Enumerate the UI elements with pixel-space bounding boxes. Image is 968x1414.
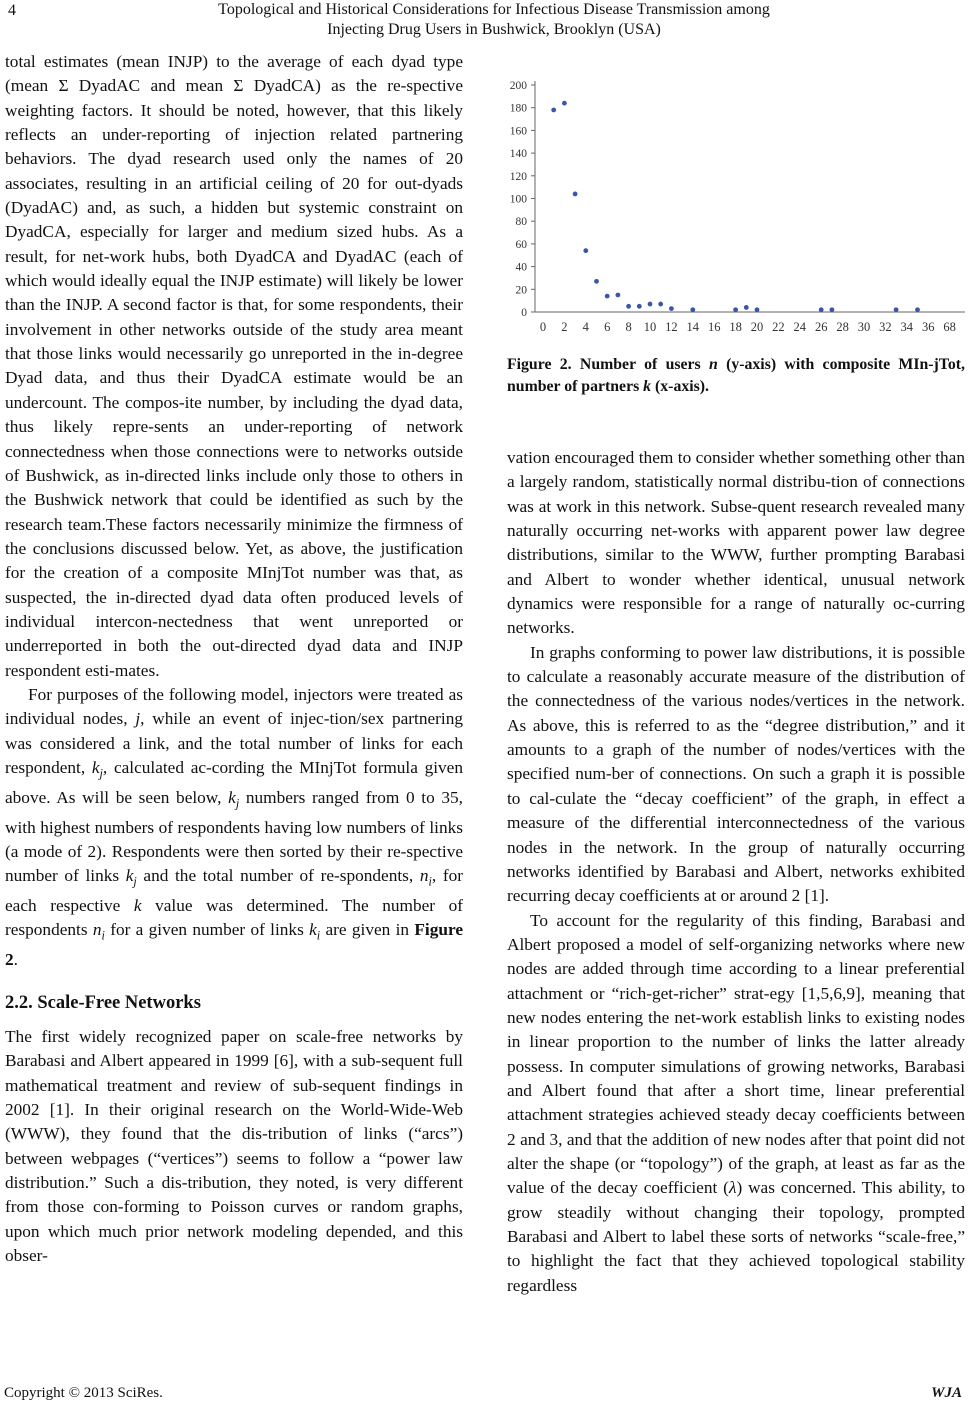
data-point — [551, 108, 556, 113]
x-tick-label: 30 — [857, 320, 871, 334]
y-tick-label: 80 — [515, 216, 527, 229]
data-point — [626, 304, 631, 309]
x-tick-label: 4 — [582, 320, 589, 334]
x-tick-label: 68 — [943, 320, 956, 334]
data-point — [733, 307, 738, 312]
data-point — [819, 307, 824, 312]
x-tick-label: 16 — [707, 320, 721, 334]
x-tick-label: 14 — [686, 320, 700, 334]
x-tick-label: 32 — [879, 320, 892, 334]
figure-caption: Figure 2. Number of users n (y-axis) with composite MIn-jTot, number of partners k (x-axis). — [507, 356, 965, 395]
data-point — [573, 192, 578, 197]
x-tick-label: 6 — [604, 320, 611, 334]
x-tick-label: 20 — [750, 320, 764, 334]
y-tick-label: 60 — [515, 238, 527, 251]
x-tick-label: 26 — [814, 320, 828, 334]
y-axis — [510, 80, 535, 319]
right-paragraph-3: To account for the regularity of this finding, Barabasi and Albert proposed a model of self-organizing networks where new nodes are added through time according to a linear preferential attachment or “rich-get-richer” strat-egy [1,5,6,9], meaning that new nodes entering the net-work establish links to existing nodes in linear proportion to the number of links the latter already possess. In computer simulations of growing networks, Barabasi and Albert found that after a short time, linear preferential attachment strategies achieved steady decay coefficients between 2 and 3, and that the addition of new nodes after that point did not alter the shape (or “topology”) of the graph, at least as far as the value of the decay coefficient (λ) was concerned. This ability, to grow steadily without changing their topology, prompted Barabasi and Albert to label these sorts of networks “scale-free,” to highlight the fact that they achieved topological stability regardless — [507, 910, 965, 1295]
left-paragraph-3: The first widely recognized paper on scale-free networks by Barabasi and Albert appeared in 1999 [6], with a sub-sequent full mathematical treatment and review of sub-sequent findings in 2002 [1]. In their original research on the World-Wide-Web (WWW), they found that the dis-tribution of links (“arcs”) between webpages (“vertices”) seems to follow a “power law distribution.” Such a dis-tribution, they noted, is very different from those con-forming to Poisson curves or random graphs, upon which much prior network modeling depended, and this obser- — [5, 1026, 463, 1265]
data-point — [605, 294, 610, 299]
data-point — [830, 307, 835, 312]
right-paragraph-1: vation encouraged them to consider whether something other than a largely random, statistically normal distribu-tion of connections was at work in this network. Subse-quent research revealed many naturally occurring net-works with apparent power law degree distributions, similar to the WWW, further prompting Barabasi and Albert to wonder whether identical, unusual network dynamics were responsible for a range of naturally oc-curring networks. — [507, 448, 965, 638]
left-column — [5, 50, 463, 1268]
footer-copyright: Copyright © 2013 SciRes. — [4, 1385, 163, 1401]
x-axis — [535, 312, 965, 334]
x-tick-label: 0 — [539, 320, 547, 334]
x-tick-label: 18 — [729, 320, 742, 334]
data-point — [658, 302, 663, 307]
x-tick-label: 28 — [836, 320, 849, 334]
x-tick-label: 36 — [921, 320, 935, 334]
y-tick-label: 100 — [509, 193, 527, 206]
y-tick-label: 140 — [509, 148, 527, 161]
x-tick-label: 10 — [643, 320, 657, 334]
left-paragraph-2: For purposes of the following model, injectors were treated as individual nodes, j, while an event of injec-tion/sex partnering was considered a link, and the total number of links for each respondent, $k_j$, calculated ac-cording the MInjTot formula given above. As will be seen below, $k_j$ numbers ranged from 0 to 35, with highest numbers of respondents having low numbers of links (a mode of 2). Respondents were then sorted by their re-spective number of links $k_j$ and the total number of re-spondents, $n_i$, for each respective k value was determined. The number of respondents $n_i$ for a given number of links $k_i$ are given in Figure 2. — [5, 684, 464, 970]
running-title-line2: Injecting Drug Users in Bushwick, Brooklyn (USA) — [327, 21, 661, 38]
data-point — [915, 307, 920, 312]
data-point — [744, 305, 749, 310]
y-tick-label: 200 — [509, 80, 527, 92]
section-heading: 2.2. Scale-Free Networks — [5, 992, 201, 1013]
data-point — [894, 307, 899, 312]
data-points — [551, 101, 920, 312]
right-column — [507, 446, 965, 1298]
y-tick-label: 0 — [521, 307, 527, 319]
page-number: 4 — [8, 2, 16, 19]
left-paragraph-1: total estimates (mean INJP) to the average of each dyad type (mean Σ DyadAC and mean Σ DyadCA) as the re-spective weighting factors. It should be noted, however, that this likely reflects an under-reporting of injection related partnering behaviors. The dyad research used only the names of 20 associates, resulting in an artificial ceiling of 20 for out-dyads (DyadAC) and, as such, a hidden but systemic constraint on DyadCA, especially for larger and medium sized hubs. As a result, for net-work hubs, both DyadCA and DyadAC (each of which would ideally equal the INJP estimate) will likely be lower than the INJP. A second factor is that, for some respondents, their involvement in other networks outside of the study area meant that those links would necessarily go unreported in the in-degree Dyad data, and thus their DyadCA estimate would be an undercount. The compos-ite number, by including the dyad data, thus likely repre-sents an under-reporting of network connectedness when those connections were to networks outside of Bushwick, as in-directed links include only those to others in the Bushwick network that could be identified as such by the research team.These factors necessarily minimize the firmness of the conclusions discussed below. Yet, as above, the justification for the creation of a composite MInjTot number was that, as suspected, the in-directed dyad data often produced levels of individual intercon-nectedness that went unreported or underreported in both the out-directed dyad data and INJP respondent esti-mates. — [5, 52, 463, 680]
running-head — [60, 0, 928, 40]
data-point — [669, 306, 674, 311]
y-tick-label: 40 — [515, 261, 527, 274]
footer-journal: WJA — [931, 1385, 962, 1401]
x-tick-label: 34 — [900, 320, 914, 334]
data-point — [562, 101, 567, 106]
x-tick-label: 8 — [625, 320, 632, 334]
data-point — [690, 307, 695, 312]
data-point — [594, 279, 599, 284]
x-tick-label: 12 — [665, 320, 678, 334]
running-title-line1: Topological and Historical Considerations for Infectious Disease Transmission among — [218, 1, 770, 18]
x-tick-label: 24 — [793, 320, 807, 334]
data-point — [583, 248, 588, 253]
y-tick-label: 160 — [509, 125, 527, 138]
data-point — [616, 293, 621, 298]
data-point — [755, 307, 760, 312]
figure-reference: Figure 2 — [5, 920, 464, 970]
x-tick-label: 22 — [772, 320, 785, 334]
right-paragraph-2: In graphs conforming to power law distributions, it is possible to calculate a reasonably accurate measure of the distribution of the connectedness of the various nodes/vertices in the network. As above, this is referred to as the “degree distribution,” and it amounts to a graph of the number of nodes/vertices with the specified num-ber of connections. On such a graph it is possible to cal-culate the “decay coefficient” of the graph, in effect a measure of the differential interconnectedness of the various nodes in the network. In the group of naturally occurring networks identified by Barabasi and Albert, networks exhibited recurring decay coefficients at or around 2 [1]. — [507, 642, 965, 906]
data-point — [648, 302, 653, 307]
y-tick-label: 180 — [509, 102, 527, 115]
scatter-chart — [507, 77, 965, 337]
data-point — [637, 304, 642, 309]
y-tick-label: 20 — [515, 284, 527, 297]
y-tick-label: 120 — [509, 170, 527, 183]
x-tick-label: 2 — [561, 320, 568, 334]
